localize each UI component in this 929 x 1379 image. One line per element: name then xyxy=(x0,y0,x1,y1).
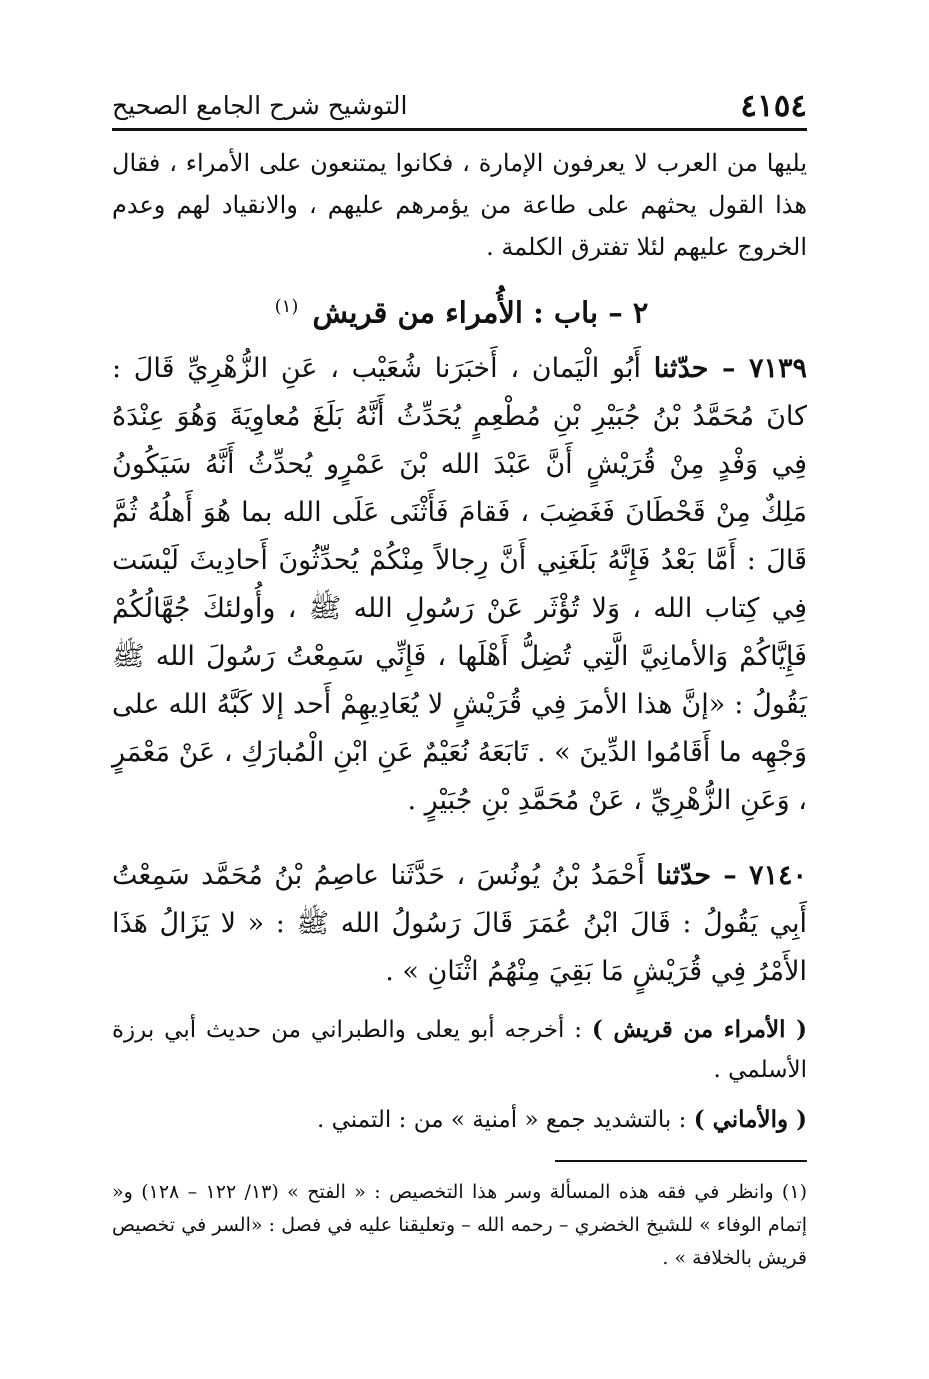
commentary-1 xyxy=(112,1010,807,1090)
commentary-text: : بالتشديد جمع « أمنية » من : التمني . xyxy=(316,1107,687,1133)
hadith-7140 xyxy=(112,852,807,996)
commentary-2 xyxy=(112,1100,807,1140)
intro-paragraph: يليها من العرب لا يعرفون الإمارة ، فكانوا يمتنعون على الأمراء ، فقال هذا القول يحثهم على طاعة من يؤمرهم عليهم ، والانقياد لهم وعدم الخروج عليهم لئلا تفترق الكلمة . xyxy=(112,149,807,261)
commentary-term: ( الأمراء من قريش ) xyxy=(591,1016,807,1043)
running-title: التوشيح شرح الجامع الصحيح xyxy=(112,91,408,120)
hadith-number-lead: ٧١٤٠ – حدّثنا xyxy=(656,860,807,891)
hadith-text: أَحْمَدُ بْنُ يُونُسَ ، حَدَّثَنا عاصِمُ بْنُ مُحَمَّد سَمِعْتُ أَبِي يَقُولُ : قَالَ ابْنُ عُمَرَ قَالَ رَسُولُ الله ﷺ : « لا يَزَالُ هَذَا الأَمْرُ فِي قُرَيْشٍ مَا بَقِيَ مِنْهُمُ اثْنَانِ » . xyxy=(112,860,807,987)
page-header xyxy=(112,80,807,131)
hadith-7139 xyxy=(112,345,807,825)
commentary-text: : أخرجه أبو يعلى والطبراني من حديث أبي برزة الأسلمي . xyxy=(112,1017,807,1083)
chapter-heading xyxy=(112,285,807,335)
hadith-text: أَبُو الْيَمان ، أَخبَرَنا شُعَيْب ، عَنِ الزُّهْرِيِّ قَالَ : كانَ مُحَمَّدُ بْنُ جُبَيْرِ بْنِ مُطْعِمٍ يُحَدِّثُ أَنَّهُ بَلَغَ مُعاوِيَةَ وَهُوَ عِنْدَهُ فِي وَفْدٍ مِنْ قُرَيْشٍ أَنَّ عَبْدَ الله بْنَ عَمْرٍو يُحدِّثُ أَنَّهُ سَيَكُونُ مَلِكٌ مِنْ قَحْطَانَ فَغَضِبَ ، فَقامَ فَأَثْنَى عَلَى الله بما هُوَ أَهلُهُ ثُمَّ قَالَ : أَمَّا بَعْدُ فَإِنَّهُ بَلَغَنِي أَنَّ رِجالاً مِنْكُمْ يُحدِّثُونَ أَحادِيثَ لَيْسَت فِي كِتاب الله ، وَلا تُؤْثَر عَنْ رَسُولِ الله ﷺ ، وأُولئكَ جُهَّالُكُمْ فَإِيَّاكُمْ وَالأمانِيَّ الَّتِي تُضِلُّ أَهْلَها ، فَإِنِّي سَمِعْتُ رَسُولَ الله ﷺ يَقُولُ : «إنَّ هذا الأمرَ فِي قُرَيْشٍ لا يُعَادِيهِمْ أَحد إلا كَبَّهُ الله على وَجْهِه ما أَقَامُوا الدِّينَ » . تَابَعَهُ نُعَيْمٌ عَنِ ابْنِ الْمُبارَكِ ، عَنْ مَعْمَرٍ ، وَعَنِ الزُّهْرِيِّ ، عَنْ مُحَمَّدِ بْنِ جُبَيْرٍ . xyxy=(112,353,807,816)
chapter-title: ٢ – باب : الأُمراء من قريش xyxy=(312,295,649,330)
footnote-divider xyxy=(555,1160,807,1162)
commentary-term: ( والأماني ) xyxy=(693,1106,807,1133)
footnote-marker: (١) xyxy=(274,296,299,317)
page-number: ٤١٥٤ xyxy=(740,88,807,124)
footnote: (١) وانظر في فقه هذه المسألة وسر هذا التخصيص : « الفتح » (١٣/ ١٢٢ – ١٢٨) و« إتمام الوفاء » للشيخ الخضري – رحمه الله – وتعليقنا عليه في فصل : «السر في تخصيص قريش بالخلافة » . xyxy=(112,1181,807,1269)
hadith-number-lead: ٧١٣٩ – حدّثنا xyxy=(653,353,807,384)
